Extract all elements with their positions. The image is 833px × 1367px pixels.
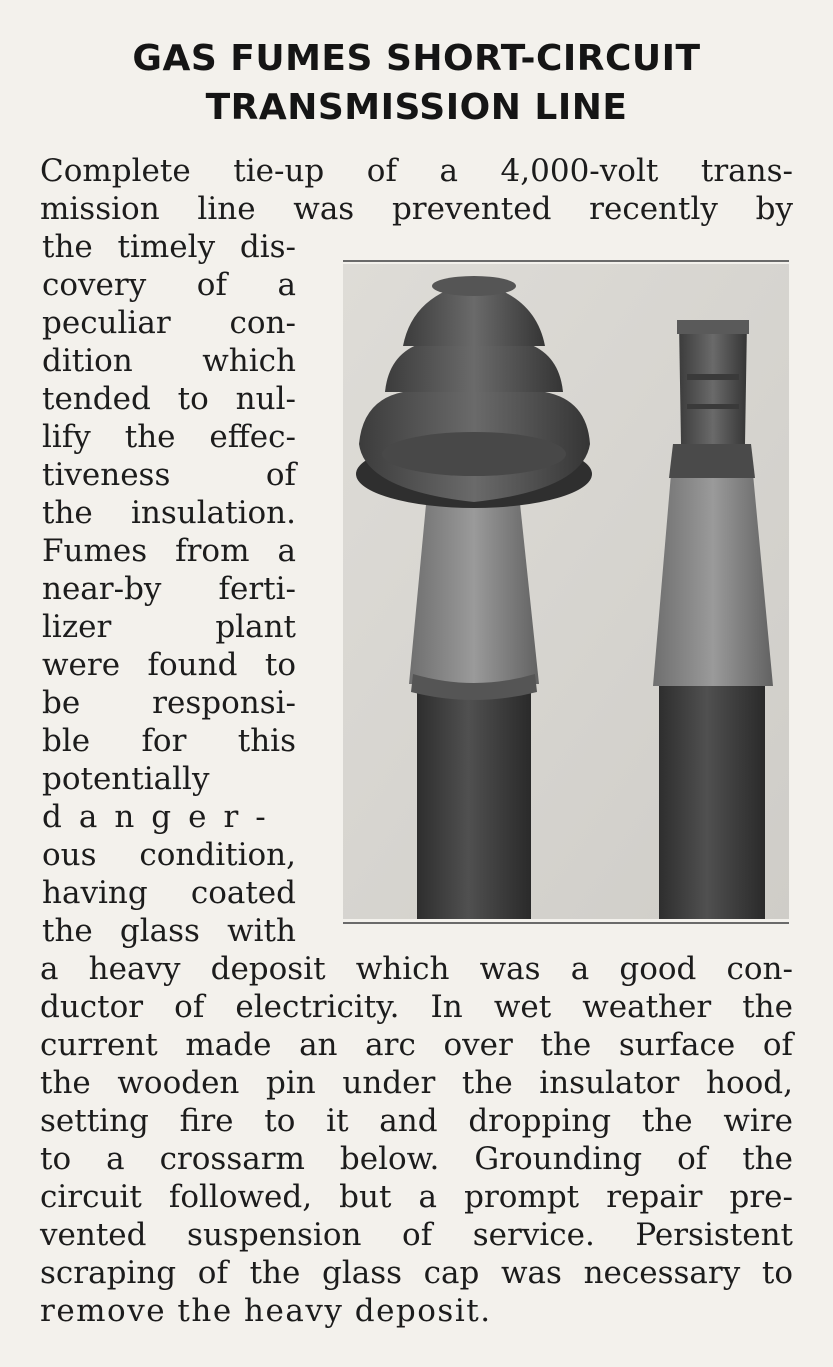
column-line-16: danger-: [42, 799, 283, 835]
column-line-14: ble for this: [42, 723, 296, 759]
full-line-5: setting fire to it and dropping the wire: [40, 1103, 793, 1139]
column-line-7: tiveness of: [42, 457, 296, 493]
full-line-7: circuit followed, but a prompt repair pre-: [40, 1179, 793, 1215]
column-line-3: peculiar con-: [42, 305, 296, 341]
intro-line-2: mission line was prevented recently by: [40, 191, 793, 227]
headline-line-1: GAS FUMES SHORT-CIRCUIT: [132, 38, 701, 79]
full-line-1: a heavy deposit which was a good con-: [40, 951, 793, 987]
column-line-10: near-by ferti-: [42, 571, 296, 607]
photo-top-rule: [343, 260, 789, 262]
column-line-11: lizer plant: [42, 609, 296, 645]
column-line-17: ous condition,: [42, 837, 296, 873]
full-line-10: remove the heavy deposit.: [40, 1293, 492, 1329]
full-line-4: the wooden pin under the insulator hood,: [40, 1065, 793, 1101]
headline-line-2: TRANSMISSION LINE: [205, 87, 628, 128]
column-line-8: the insulation.: [42, 495, 296, 531]
column-line-1: the timely dis-: [42, 229, 296, 265]
column-line-5: tended to nul-: [42, 381, 296, 417]
column-line-12: were found to: [42, 647, 296, 683]
column-line-13: be responsi-: [42, 685, 296, 721]
intro-line-1: Complete tie-up of a 4,000-volt trans-: [40, 153, 793, 189]
column-line-9: Fumes from a: [42, 533, 296, 569]
full-line-2: ductor of electricity. In wet weather the: [40, 989, 793, 1025]
full-line-8: vented suspension of service. Persistent: [40, 1217, 793, 1253]
column-line-18: having coated: [42, 875, 296, 911]
insulator-photo: [343, 264, 789, 919]
photo-bottom-rule: [343, 922, 789, 924]
full-line-9: scraping of the glass cap was necessary to: [40, 1255, 793, 1291]
column-line-2: covery of a: [42, 267, 296, 303]
full-line-6: to a crossarm below. Grounding of the: [40, 1141, 793, 1177]
column-line-4: dition which: [42, 343, 296, 379]
column-line-19: the glass with: [42, 913, 296, 949]
column-line-6: lify the effec-: [42, 419, 296, 455]
column-line-15: potentially: [42, 761, 210, 797]
full-line-3: current made an arc over the surface of: [40, 1027, 793, 1063]
